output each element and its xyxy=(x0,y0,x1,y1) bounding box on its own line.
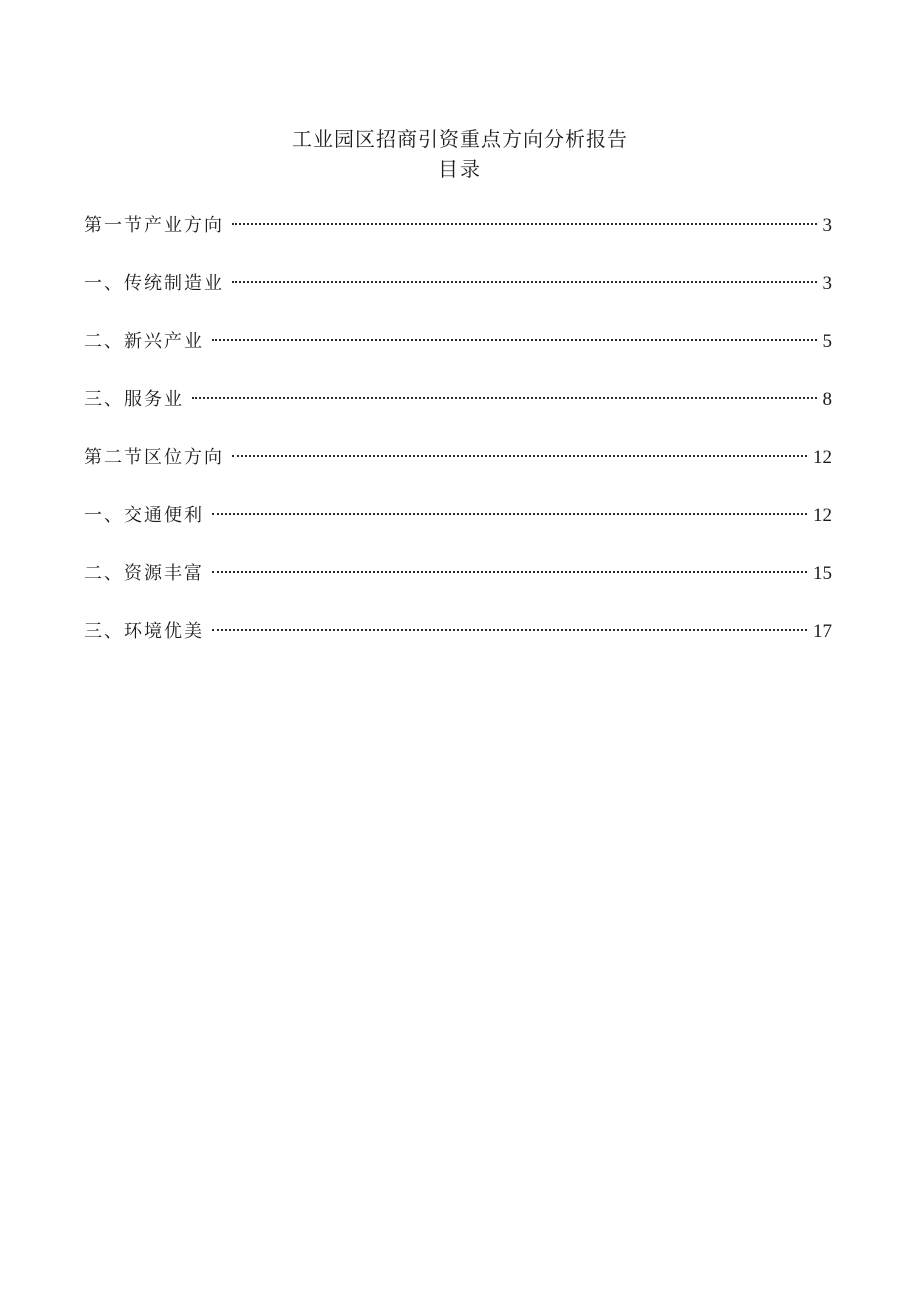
toc-entry-environment[interactable] xyxy=(84,617,832,675)
toc-entry-transportation[interactable] xyxy=(84,501,832,559)
toc-entry-label: 二、资源丰富 xyxy=(84,563,204,584)
toc-dot-leader xyxy=(212,571,807,573)
toc-dot-leader xyxy=(212,339,817,341)
toc-dot-leader xyxy=(212,513,807,515)
toc-dot-leader xyxy=(212,629,807,631)
document-title: 工业园区招商引资重点方向分析报告 xyxy=(292,127,628,151)
toc-entry-services[interactable] xyxy=(84,385,832,443)
toc-entry-page-number: 5 xyxy=(822,331,832,352)
toc-heading: 目录 xyxy=(438,157,482,181)
toc-entry-traditional-manufacturing[interactable] xyxy=(84,269,832,327)
toc-entry-page-number: 12 xyxy=(813,447,832,468)
toc-entry-label: 三、服务业 xyxy=(84,389,184,410)
toc-entry-page-number: 3 xyxy=(822,273,832,294)
toc-entry-section-1[interactable] xyxy=(84,211,832,269)
toc-entry-page-number: 17 xyxy=(813,621,832,642)
toc-entry-label: 二、新兴产业 xyxy=(84,331,204,352)
toc-entry-label: 第一节产业方向 xyxy=(84,215,224,236)
toc-entry-page-number: 3 xyxy=(822,215,832,236)
toc-entry-emerging-industries[interactable] xyxy=(84,327,832,385)
table-of-contents xyxy=(84,211,832,675)
toc-entry-resources[interactable] xyxy=(84,559,832,617)
toc-entry-label: 一、交通便利 xyxy=(84,505,204,526)
toc-entry-page-number: 8 xyxy=(822,389,832,410)
toc-entry-label: 三、环境优美 xyxy=(84,621,204,642)
toc-dot-leader xyxy=(232,223,817,225)
toc-entry-page-number: 12 xyxy=(813,505,832,526)
toc-entry-label: 第二节区位方向 xyxy=(84,447,224,468)
toc-dot-leader xyxy=(192,397,817,399)
toc-dot-leader xyxy=(232,281,817,283)
toc-entry-page-number: 15 xyxy=(813,563,832,584)
toc-entry-label: 一、传统制造业 xyxy=(84,273,224,294)
toc-dot-leader xyxy=(232,455,807,457)
toc-entry-section-2[interactable] xyxy=(84,443,832,501)
